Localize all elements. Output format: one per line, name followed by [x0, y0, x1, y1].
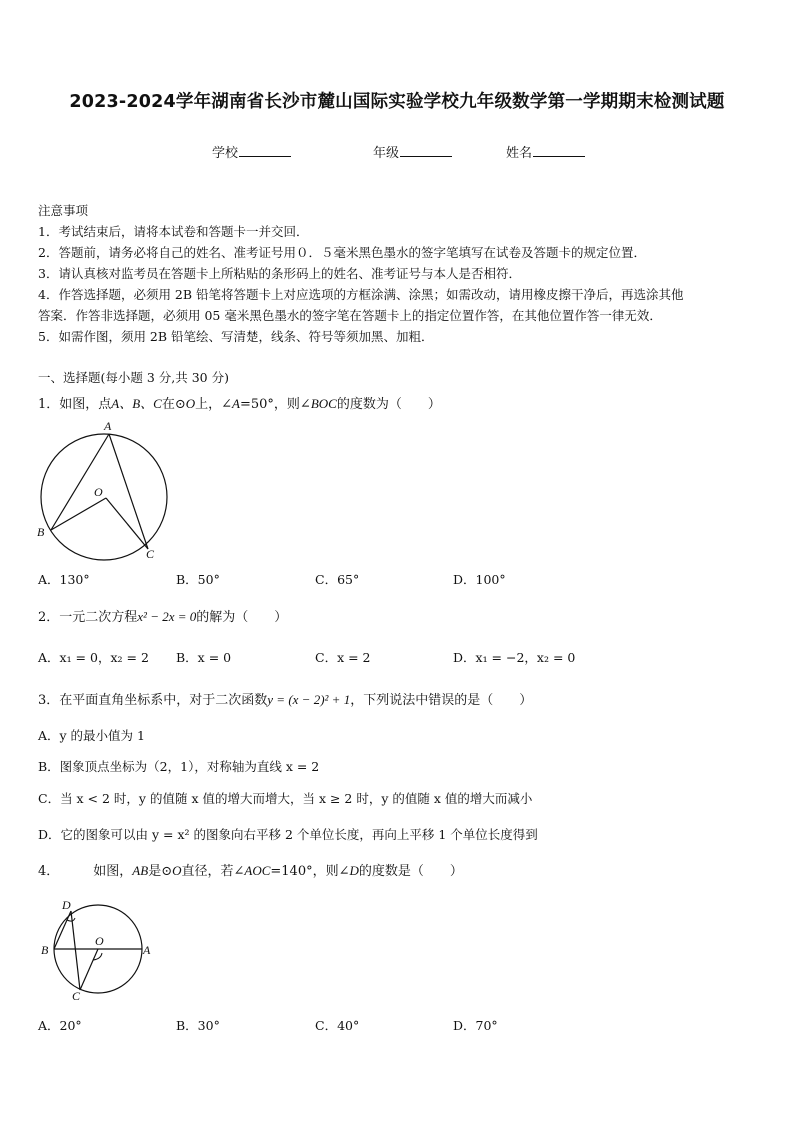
grade-field [373, 142, 452, 161]
question-2-stem [38, 609, 287, 626]
notice-item: 2．答题前，请务必将自己的姓名、准考证号用０．５毫米黑色墨水的签字笔填写在试卷及答题卡的规定位置． [38, 245, 646, 260]
q2-option-b[interactable]: B．x = 0 [176, 650, 232, 665]
q1-option-b[interactable]: B．50° [176, 572, 220, 587]
notice-heading: 注意事项 [38, 203, 89, 218]
name-field [506, 142, 585, 161]
q3-option-c[interactable]: C．当 x < 2 时，y 的值随 x 值的增大而增大，当 x ≥ 2 时，y 的值随 x 值的增大而减小 [38, 791, 533, 806]
q4-label-b: B [41, 943, 49, 957]
q4-text: 直径，若∠ [181, 864, 245, 879]
grade-blank[interactable] [400, 144, 452, 157]
q1-text: 在⊙ [161, 397, 186, 412]
q1-points: A、B、C [111, 396, 162, 411]
grade-label: 年级 [373, 146, 400, 161]
q4-text: 是⊙ [148, 864, 173, 879]
q1-text: 上，∠ [195, 397, 233, 412]
q1-angle-boc: BOC [310, 396, 337, 411]
q2-text: 的解为（ ） [196, 610, 288, 625]
notice-item: 1．考试结束后，请将本试卷和答题卡一并交回． [38, 224, 309, 239]
q4-option-b[interactable]: B．30° [176, 1018, 220, 1033]
notice-item: 3．请认真核对监考员在答题卡上所粘贴的条形码上的姓名、准考证号与本人是否相符． [38, 266, 521, 281]
q4-angle-aoc: AOC [244, 863, 271, 878]
school-label: 学校 [212, 146, 239, 161]
q4-text: 如图， [93, 864, 133, 879]
q1-text: 1．如图，点 [38, 397, 112, 412]
q1-option-d[interactable]: D．100° [453, 572, 506, 587]
question-3-stem [38, 692, 532, 709]
q2-option-c[interactable]: C．x = 2 [315, 650, 371, 665]
q4-label-o: O [95, 934, 104, 948]
q1-text: =50°，则∠ [240, 397, 311, 412]
name-blank[interactable] [533, 144, 585, 157]
q4-number: 4． [38, 864, 60, 879]
q1-figure [34, 418, 174, 562]
q4-label-c: C [72, 989, 81, 1003]
q2-option-d[interactable]: D．x₁ = −2，x₂ = 0 [453, 650, 576, 665]
q4-angle-d: D [349, 863, 359, 878]
q1-angle-vertex: A [232, 396, 240, 411]
q4-option-d[interactable]: D．70° [453, 1018, 498, 1033]
q4-label-a: A [143, 943, 151, 957]
section-heading: 一、选择题(每小题 3 分,共 30 分) [38, 370, 229, 385]
q2-option-a[interactable]: A．x₁ = 0，x₂ = 2 [38, 650, 149, 665]
q3-option-d[interactable]: D．它的图象可以由 y = x² 的图象向右平移 2 个单位长度，再向上平移 1 个单位长度得到 [38, 827, 538, 842]
q3-function: y = (x − 2)² + 1 [267, 692, 351, 707]
q4-text: =140°，则∠ [270, 864, 350, 879]
q4-diameter: AB [132, 863, 149, 878]
q1-option-a[interactable]: A．130° [38, 572, 90, 587]
q3-option-b[interactable]: B．图象顶点坐标为（2，1），对称轴为直线 x = 2 [38, 759, 320, 774]
q4-option-c[interactable]: C．40° [315, 1018, 360, 1033]
question-4-stem [38, 863, 463, 880]
notice-item: 5．如需作图，须用 2B 铅笔绘、写清楚，线条、符号等须加黑、加粗． [38, 329, 434, 344]
q1-label-b: B [37, 525, 45, 539]
q4-figure [38, 896, 158, 1006]
q2-equation: x² − 2x = 0 [137, 609, 197, 624]
q4-option-a[interactable]: A．20° [38, 1018, 82, 1033]
q3-option-a[interactable]: A．y 的最小值为 1 [38, 728, 145, 743]
q4-label-d: D [62, 898, 71, 912]
q1-label-a: A [104, 419, 112, 433]
name-label: 姓名 [506, 146, 533, 161]
question-1-stem [38, 396, 441, 413]
q1-option-c[interactable]: C．65° [315, 572, 360, 587]
q1-circle-name: O [185, 396, 196, 411]
notice-item: 4．作答选择题，必须用 2B 铅笔将答题卡上对应选项的方框涂满、涂黑；如需改动，请用橡皮擦干净后，再选涂其他 [38, 287, 684, 302]
q3-text: ，下列说法中错误的是（ ） [350, 693, 533, 708]
school-blank[interactable] [239, 144, 291, 157]
q1-label-c: C [146, 547, 155, 561]
notice-item: 答案．作答非选择题，必须用 05 毫米黑色墨水的签字笔在答题卡上的指定位置作答，在其他位置作答一律无效． [38, 308, 662, 323]
q4-text: 的度数是（ ） [358, 864, 463, 879]
q3-text: 3．在平面直角坐标系中，对于二次函数 [38, 693, 268, 708]
q1-label-o: O [94, 485, 103, 499]
school-field [212, 142, 291, 161]
page-title: 2023-2024学年湖南省长沙市麓山国际实验学校九年级数学第一学期期末检测试题 [69, 92, 725, 112]
q4-circle-name: O [172, 863, 182, 878]
q1-text: 的度数为（ ） [336, 397, 441, 412]
q2-text: 2．一元二次方程 [38, 610, 138, 625]
